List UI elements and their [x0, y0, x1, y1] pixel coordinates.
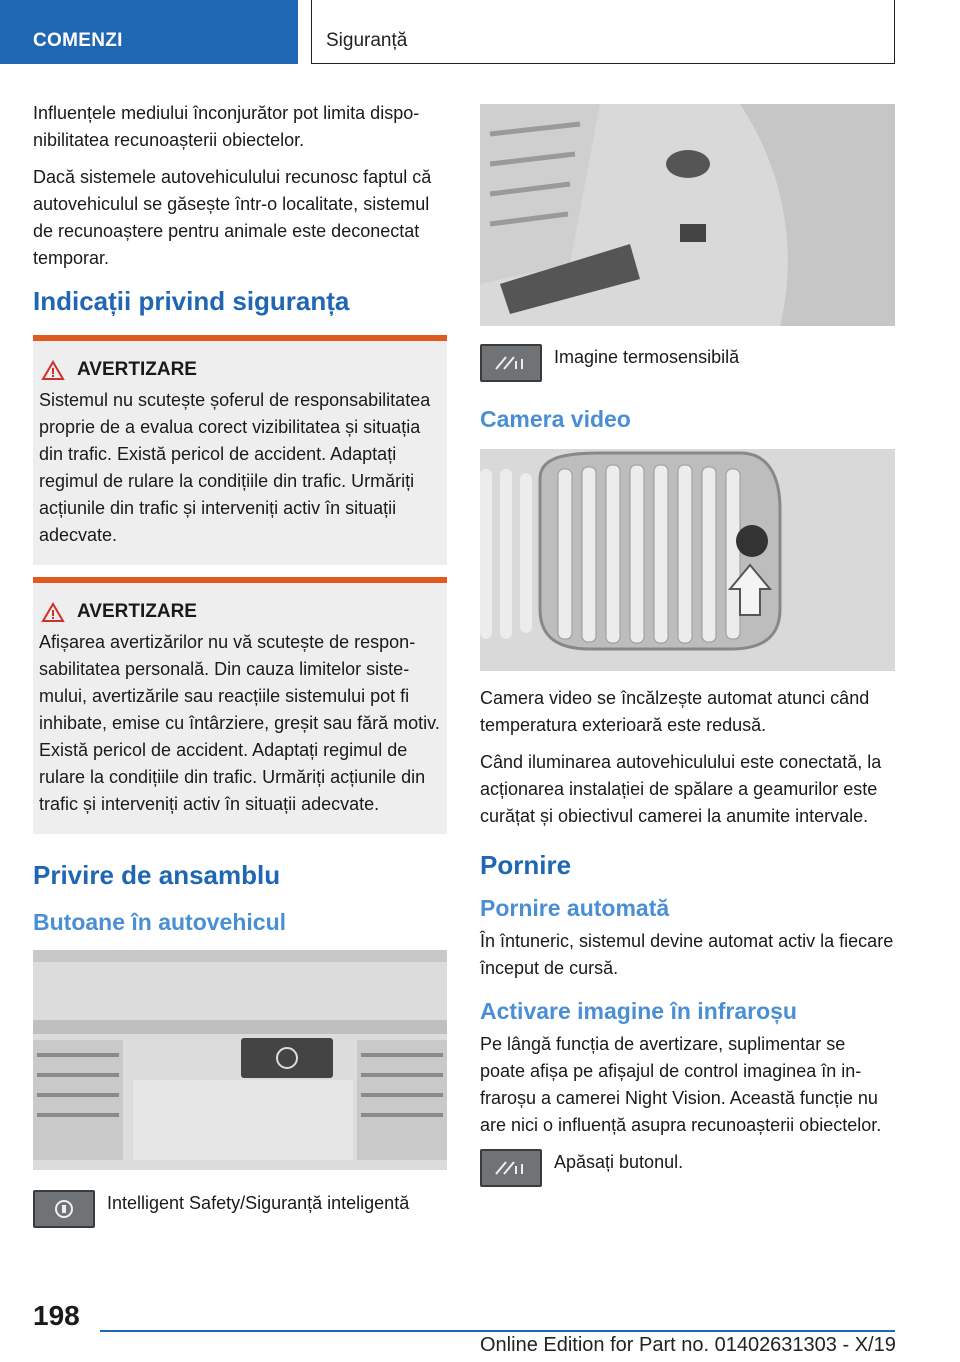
camera-paragraph-2: Când iluminarea autovehiculului este conectată, la acționarea instalației de spălare a geamurilor este curățat și obiectivul camerei la anumite intervale.: [480, 752, 882, 826]
intelligent-safety-button-icon: [33, 1190, 95, 1228]
subsection-title: Siguranță: [326, 30, 408, 51]
warning-title: AVERTIZARE: [77, 359, 197, 380]
heading-safety: Indicații privind siguranța: [33, 286, 350, 316]
heading-overview: Privire de ansamblu: [33, 860, 281, 890]
page-number: 198: [33, 1300, 80, 1331]
warning-triangle-icon: [41, 360, 65, 380]
warning-box-2: [33, 577, 447, 834]
right-column: [480, 104, 895, 1199]
auto-start-paragraph: În întuneric, sistemul devine automat activ la fiecare început de cursă.: [480, 931, 894, 978]
section-title: COMENZI: [33, 30, 123, 51]
subsection-tab: [311, 0, 895, 64]
heading-camera: Camera video: [480, 406, 631, 432]
press-button-label: Apăsați butonul.: [554, 1152, 684, 1172]
warning-title: AVERTIZARE: [77, 601, 197, 622]
kidney-grille-camera-image: [480, 449, 895, 671]
heading-buttons: Butoane în autovehicul: [33, 909, 287, 935]
heading-infrared: Activare imagine în infraroșu: [480, 998, 797, 1024]
dashboard-buttons-image: [33, 950, 447, 1170]
footer-divider: [100, 1330, 895, 1332]
section-tab: [0, 0, 298, 64]
thermal-image-label: Imagine termosensibilă: [554, 347, 740, 367]
warning-text: Sistemul nu scutește șoferul de responsabilitatea proprie de a evalua corect vizibilitatea și situația din trafic. Există pericol de accident. Adaptați regimul de rulare la condițiile din trafic. Urmăriți acțiunile din trafic și interveniți activ în situații adecvate.: [39, 390, 431, 545]
warning-box-1: [33, 335, 447, 565]
thermal-image-button-icon: [480, 344, 542, 382]
paragraph-environment: Influențele mediului înconjurător pot limita disponibilitatea recunoașterii obiectelor.: [33, 103, 420, 150]
camera-paragraph-1: Camera video se încălzește automat atunci când temperatura exterioară este redusă.: [480, 688, 870, 735]
steering-column-image: [480, 104, 895, 326]
paragraph-locality: Dacă sistemele autovehiculului recunosc faptul că autovehiculul se găsește într-o localitate, sistemul de recunoaștere pentru animale este deconectat temporar.: [33, 167, 432, 268]
warning-text: Afișarea avertizărilor nu vă scutește de responsabilitatea personală. Din cauza limitelor sistemului, avertizările sau reacțiile sistemului pot fi inhibate, emise cu întârziere, greșit sau fără motiv. Există pericol de accident. Adaptați regimul de rulare la condițiile din trafic. Urmăriți acțiunile din trafic și interveniți activ în situații adecvate.: [39, 632, 440, 814]
button-label-intelligent-safety: Intelligent Safety/Siguranță inteligentă: [107, 1193, 410, 1213]
footer-edition: Online Edition for Part no. 01402631303 - X/19: [480, 1334, 896, 1356]
night-vision-button-icon: [480, 1149, 542, 1187]
heading-start: Pornire: [480, 850, 572, 880]
left-column: [33, 100, 447, 1240]
warning-triangle-icon: [41, 602, 65, 622]
heading-auto-start: Pornire automată: [480, 895, 670, 921]
infrared-paragraph: Pe lângă funcția de avertizare, suplimentar se poate afișa pe afișajul de control imaginea în infraroșu a camerei Night Vision. Această funcție nu are nici o influență asupra recunoașterii obiectelor.: [480, 1034, 882, 1135]
